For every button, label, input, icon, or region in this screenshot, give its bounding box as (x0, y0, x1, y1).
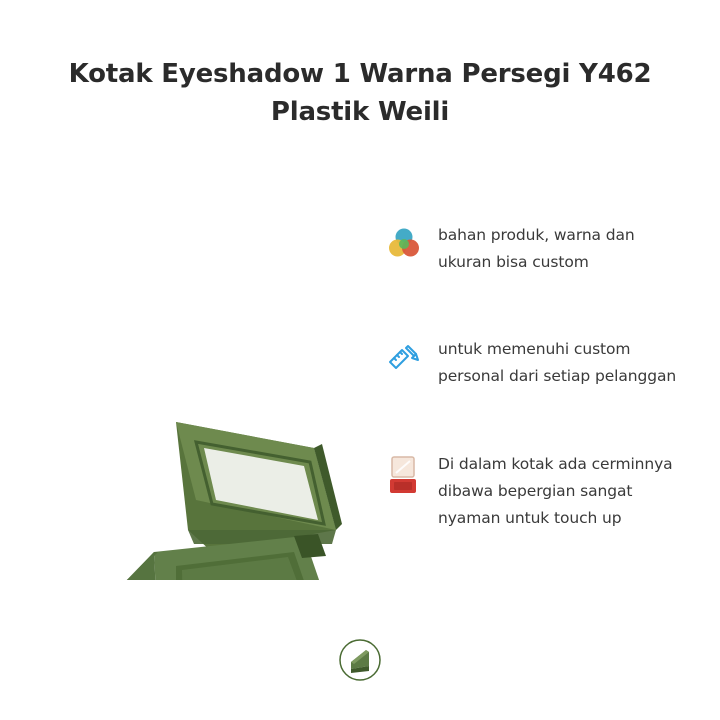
feature-item (382, 451, 682, 532)
page-title-line-2: Plastik Weili (270, 96, 450, 127)
green-compact-case-illustration (36, 200, 366, 580)
ruler-pencil-icon (382, 336, 426, 386)
feature-text: bahan produk, warna dan ukuran bisa custom (438, 226, 635, 272)
feature-item (382, 336, 682, 390)
compact-case-badge-icon (338, 638, 382, 682)
feature-item (382, 222, 682, 276)
case-lid (176, 422, 342, 552)
mirror-compact-icon (382, 451, 426, 501)
feature-text: untuk memenuhi custom personal dari setiap pelanggan (438, 340, 677, 386)
feature-list (382, 222, 682, 532)
page-title (48, 56, 672, 131)
feature-text: Di dalam kotak ada cerminnya dibawa bepergian sangat nyaman untuk touch up (438, 454, 673, 527)
color-circles-icon (382, 222, 426, 272)
page-title-line-1: Kotak Eyeshadow 1 Warna Persegi Y462 (68, 59, 652, 89)
product-image (36, 200, 366, 580)
